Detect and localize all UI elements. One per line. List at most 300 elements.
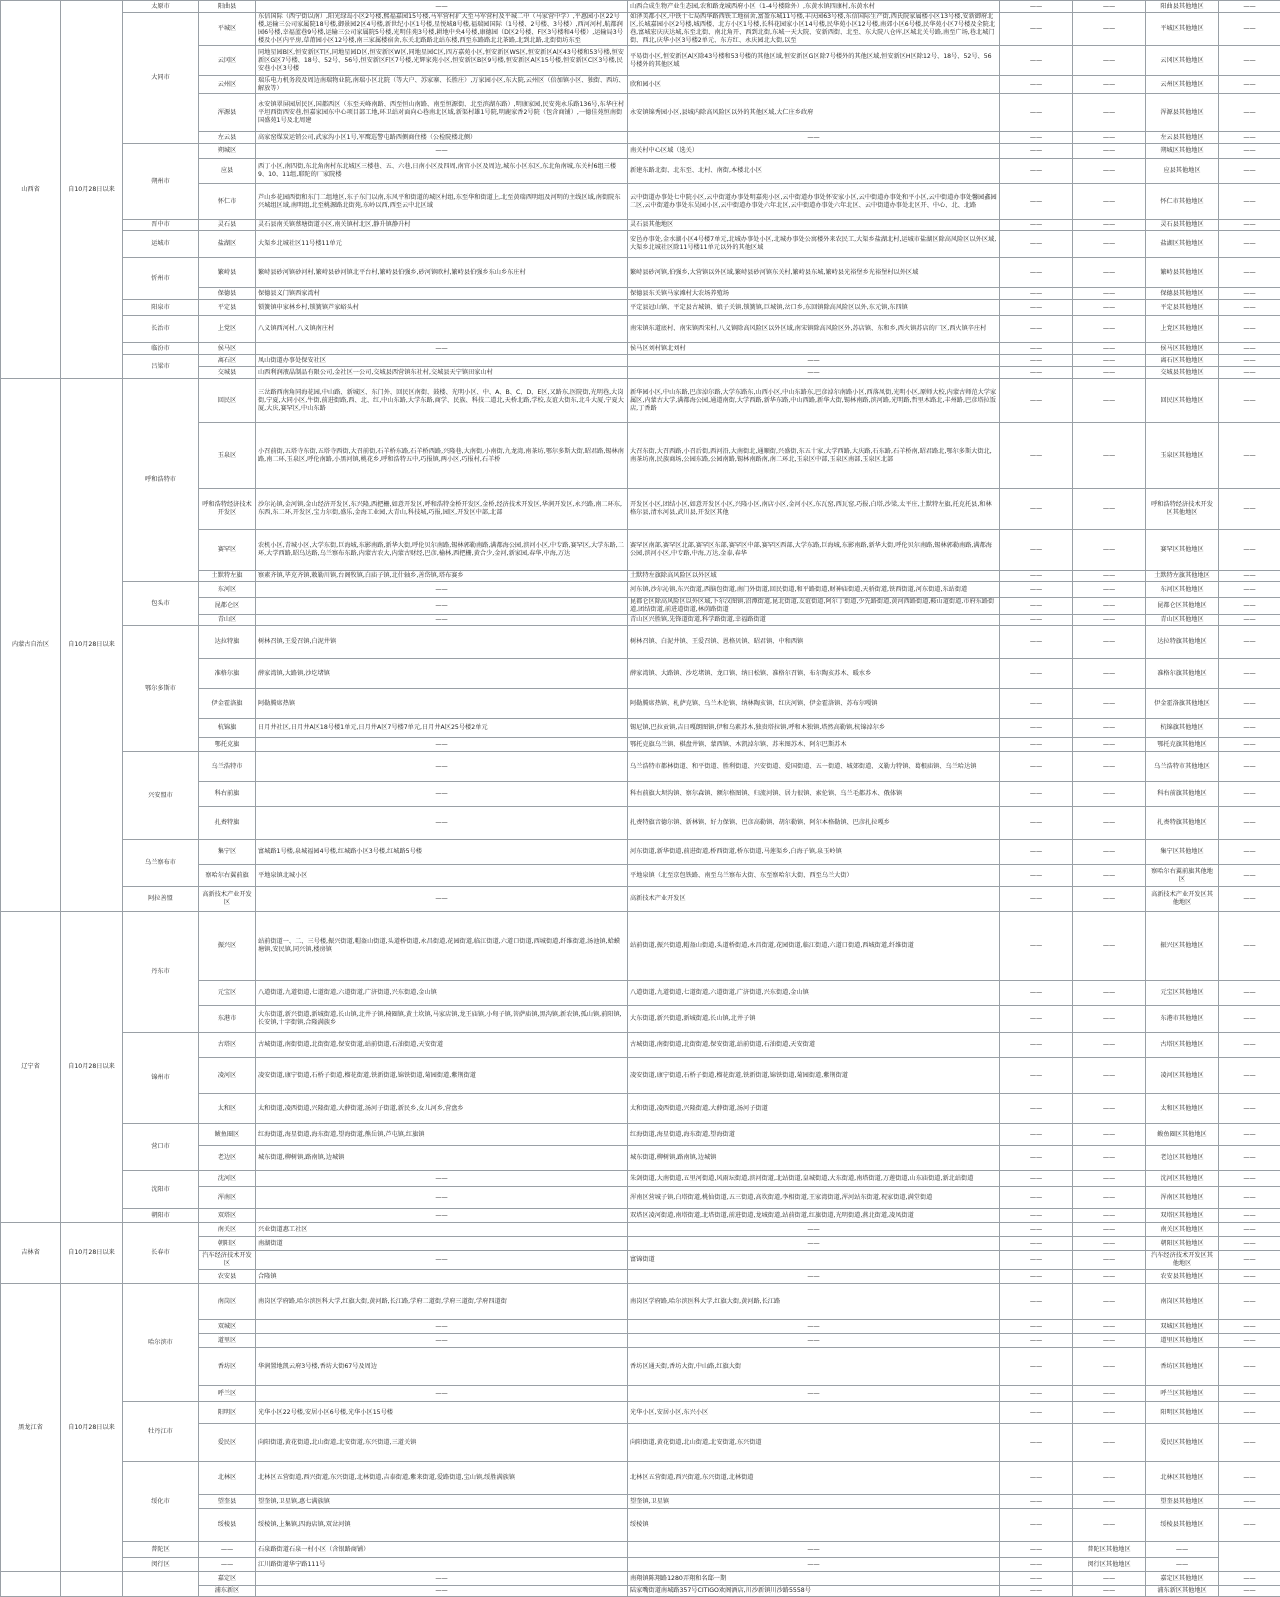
placeholder-cell: —— [1000,46,1073,76]
district-cell: 达拉特旗 [199,626,256,659]
placeholder-cell: —— [1000,782,1073,807]
high-risk-area-cell: 合隆镇 [256,1270,628,1284]
medium-risk-area-cell: 鄂托克旗乌兰镇、棋盘井镇、蒙西镇、木凯淖尔镇、苏米图苏木、阿尔巴斯苏木 [628,738,1000,752]
placeholder-cell: —— [1219,13,1280,46]
high-risk-area-cell: 三岔路西南角同海花园,中山路、新城区、东门外、回民区南街、鼓楼、光明小区、中、A、B、C、D、E区,又路东,医院街,光明巷,大岗街,宁夏,大同小区,牛街,前进街路,西、北、红,中山东路,大学东路,商学、民族、科技二道北,天桥北路,学校,友谊大街东,北斗大厦,宁夏大厦,大庆,赛罕区,中山东路 [256,379,628,423]
placeholder-cell: —— [1219,1209,1280,1223]
district-cell: 浑南区 [199,1187,256,1209]
medium-risk-area-cell: 昆都仑区除高风险区以外区域,卜尔汉图镇,沼潭街道,昆北街道,友谊街道,阿尔丁街道,少先路街道,黄河西路街道,鞍山道街道,市府东路街道,团结街道,前进道街道,林荫路街道 [628,598,1000,615]
placeholder-cell: —— [1073,13,1146,46]
other-area-cell: 应县其他地区 [1146,159,1219,184]
other-area-cell: 浑南区其他地区 [1146,1187,1219,1209]
placeholder-cell: —— [1219,1402,1280,1424]
placeholder-cell: —— [1219,840,1280,865]
medium-risk-area-cell: 八道街道,九道街道,七道街道,六道街道,广济街道,兴东街道,金山镇 [628,981,1000,1006]
high-risk-area-cell: 凤山街道办事处保安社区 [256,355,628,367]
other-area-cell: 赛罕区其他地区 [1146,530,1219,571]
placeholder-cell: —— [1000,1187,1073,1209]
placeholder-cell: —— [1000,220,1073,231]
medium-risk-area-cell: 石泉路街道石泉一村小区（含银路商铺） [256,1542,628,1558]
high-risk-area-cell: 西丁小区,南四街,东北角南村东北城区三楼巷、五、六巷,日南小区及四周,南官小区及周边,城东小区东区,东北角南城,东关村6组三楼9、10、11组,耶陀的厂家院楼 [256,159,628,184]
medium-risk-area-cell: 永安镇锦秀园小区,县城内除高风险区以外的其他区域,大仁庄乡政府 [628,94,1000,132]
district-cell: 农安县 [199,1270,256,1284]
high-risk-area-cell: 东信国际（西宁街以南）,阳光绿岛小区2号楼,熙福嘉园15号楼,马军营村扩大至马军营村及平城二中（马家营中学）,平惠园小区22号楼,运输三公司家属院18号楼,御景园2区4号楼,新世纪小区1号楼,星悦城8号楼,福瑞园国际（1号楼、2号楼、3号楼）,西河河村,航都润园6号楼,幸福蓝巷9号楼,运输三公司家属院5号楼,光明佳苑3号楼,耕地中央4号楼,康德园（D区2号楼、F区3号楼和4号楼）,运输局3号楼及小区内平房,草莆园小区12号楼,南三家属楼宿舍,东关北路路北站东楼,西至东路路北北茶路,北到北路,北街街坊东至 [256,13,628,46]
date-cell: 自10月28日以来 [61,379,123,912]
other-area-cell: 盐湖区其他地区 [1146,231,1219,258]
city-cell: 乌兰察布市 [123,840,199,887]
placeholder-cell: —— [1000,13,1073,46]
table-row [1,752,1280,782]
other-area-cell: 青山区其他地区 [1146,615,1219,626]
medium-risk-area-cell: 香坊区通天街,香坊大街,中山路,红旗大街 [628,1348,1000,1386]
district-cell: 上党区 [199,316,256,343]
province-cell: 黑龙江省 [1,1284,61,1572]
city-cell: 牡丹江市 [123,1402,199,1462]
placeholder-cell: —— [1073,582,1146,598]
placeholder-cell: —— [1073,379,1146,423]
district-cell: 鲅鱼圈区 [199,1124,256,1146]
high-risk-area-cell: 向阳街道,黄花街道,北山街道,北安街道,东兴街道,三道关镇 [256,1424,628,1462]
high-risk-area-cell: 灵石县南关镇蔡塘街道小区,南关镇村北区,静升镇静升村 [256,220,628,231]
high-risk-area-cell: 大东街道,新兴街道,新城街道,长山镇,北井子镇,椅圈镇,黄土坎镇,马家店镇,龙王庙镇,小甸子镇,菩萨庙镇,黑沟镇,新农镇,孤山镇,前阳镇,长安镇,十字街镇,合隆满族乡 [256,1006,628,1033]
district-cell: 准格尔旗 [199,659,256,689]
district-cell: 阳明区 [199,1402,256,1424]
high-risk-area-cell: 光华小区22号楼,安居小区6号楼,光华小区15号楼 [256,1402,628,1424]
placeholder-cell: —— [1000,738,1073,752]
placeholder-cell: —— [1219,598,1280,615]
placeholder-cell: —— [1000,626,1073,659]
city-cell: 兴安盟市 [123,752,199,840]
placeholder-cell: —— [1073,258,1146,288]
medium-risk-area-cell: 新建东路北街、北东至、北村、南街,本楼北小区 [628,159,1000,184]
district-cell: 朔城区 [199,144,256,159]
placeholder-cell: —— [1219,689,1280,719]
high-risk-area-cell: 南岗区学府路,哈尔滨医科大学,红旗大街,黄河路,长江路,学府二道街,学府三道街,学府四道街 [256,1284,628,1320]
medium-risk-area-cell: 云中街道办事处七中院小区,云中街道办事处明嘉苑小区,云中街道办事处怀安家小区,云中街道办事处和平小区,云中街道办事处馨园鑫园二区,云中街道办事处东吴园小区,云中街道办事处六年北区,云中街道办事处六年北区、云中街道办事处北区开、中心、北、北路 [628,184,1000,220]
placeholder-cell: —— [1000,1424,1073,1462]
placeholder-cell: —— [1219,1094,1280,1124]
medium-risk-area-cell: 科右前旗大坝沟镇、察尔森镇、额尔格图镇、归流河镇、居力很镇、索伦镇、乌兰毛都苏木、俄体镇 [628,782,1000,807]
placeholder-cell: —— [1073,738,1146,752]
medium-risk-area-cell: 薛家湾镇、大路镇、沙圪堵镇、龙口镇、纳日松镇、准格尔召镇、布尔陶亥苏木、暖水乡 [628,659,1000,689]
other-area-cell: 土默特左旗其他地区 [1146,571,1219,582]
placeholder-cell: —— [1073,159,1146,184]
placeholder-cell: —— [1073,489,1146,530]
city-cell: 太原市 [123,1,199,13]
placeholder-cell: —— [1000,1284,1073,1320]
high-risk-area-cell: 芦山乡花园西街和东门二组地区,东子东门以南,东风平和街道的城区村组,东至华和街道上,北至黄瑞西明组及河明的主线区域,南街院东兴城组区域,南明组,北至桃源路北街苑,东岭以西,西至云中北区域 [256,184,628,220]
placeholder-cell: —— [1073,912,1146,981]
placeholder-cell: —— [1219,159,1280,184]
placeholder-cell: —— [1219,1146,1280,1171]
placeholder-cell: —— [1073,1094,1146,1124]
placeholder-cell: —— [1219,1237,1280,1251]
table-row [1,316,1280,343]
district-cell: 科右前旗 [199,782,256,807]
placeholder-cell: —— [1073,981,1146,1006]
placeholder-cell: —— [1219,1223,1280,1237]
placeholder-cell: —— [1219,231,1280,258]
placeholder-cell: —— [1219,782,1280,807]
date-cell: 自10月28日以来 [61,912,123,1223]
high-risk-area-cell: —— [256,807,628,840]
high-risk-area-cell: 锁簧镇申家林乡村,锁簧镇芦家峪头村 [256,300,628,316]
district-cell: 朝阳区 [199,1237,256,1251]
placeholder-cell: —— [1073,1320,1146,1334]
table-row [1,1558,1280,1572]
other-area-cell: 云州区其他地区 [1146,76,1219,94]
other-area-cell: 老边区其他地区 [1146,1146,1219,1171]
high-risk-area-cell: 八义镇西河村,八义镇南庄村 [256,316,628,343]
placeholder-cell: —— [1000,1334,1073,1348]
placeholder-cell: —— [1219,1171,1280,1187]
district-cell: 杭锦旗 [199,719,256,738]
high-risk-area-cell: 察素齐镇,毕克齐镇,敕勒川镇,台阁牧镇,白庙子镇,北什轴乡,善岱镇,塔布赛乡 [256,571,628,582]
high-risk-area-cell: —— [256,1187,628,1209]
district-cell: 伊金霍洛旗 [199,689,256,719]
placeholder-cell: —— [1073,1284,1146,1320]
placeholder-cell: —— [1219,1334,1280,1348]
other-area-cell: 繁峙县其他地区 [1146,258,1219,288]
high-risk-area-cell: 山西利润液晶制品有限公司,金社区一公司,交城县西营镇东社村,交城县天宁镇田家山村 [256,367,628,379]
medium-risk-area-cell: 绥棱镇 [628,1509,1000,1542]
other-area-cell: 嘉定区其他地区 [1146,1572,1219,1586]
placeholder-cell: —— [1219,912,1280,981]
table-row [1,887,1280,912]
other-area-cell: 昆都仑区其他地区 [1146,598,1219,615]
province-cell [1,1572,61,1597]
city-cell: 绥化市 [123,1462,199,1542]
other-area-cell: 农安县其他地区 [1146,1270,1219,1284]
district-cell: 应县 [199,159,256,184]
medium-risk-area-cell: 高新技术产业开发区 [628,887,1000,912]
high-risk-area-cell: 城东街道,柳树镇,路南镇,边城镇 [256,1146,628,1171]
table-row [1,1171,1280,1187]
high-risk-area-cell: —— [256,598,628,615]
placeholder-cell: —— [1000,1320,1073,1334]
placeholder-cell: —— [628,1558,1000,1572]
high-risk-area-cell: 繁峙县砂河镇砂河村,繁峙县砂河镇北平台村,繁峙县伯强乡,砂河镇欧村,繁峙县伯强乡东山乡东庄村 [256,258,628,288]
other-area-cell: 侯马区其他地区 [1146,343,1219,355]
placeholder-cell: —— [1000,489,1073,530]
medium-risk-area-cell: 富锦街道 [628,1251,1000,1270]
placeholder-cell: —— [1000,258,1073,288]
medium-risk-area-cell: 锡尼镇,巴拉贡镇,吉日嘎朗图镇,伊和乌素苏木,独贵塔拉镇,呼和木独镇,塔然高勒镇,杭锦淖尔乡 [628,719,1000,738]
placeholder-cell: —— [1073,300,1146,316]
placeholder-cell: —— [1219,1386,1280,1402]
high-risk-area-cell: 沙尔沁镇,金河镇,金山经济开发区,东兴隆,西把栅,如意开发区,呼和浩特金桥开发区,金桥,经济技术开发区,华润开发区,永兴路,南二环东,东西,东二环,开发区,宝力尔街,盛乐,金海工业园,大青山,科技城,巧报,园区,开发区中部,北部 [256,489,628,530]
district-cell: 青山区 [199,615,256,626]
placeholder-cell: —— [1219,865,1280,887]
district-cell: 赛罕区 [199,530,256,571]
placeholder-cell: —— [1073,1334,1146,1348]
placeholder-cell: —— [1000,1270,1073,1284]
placeholder-cell: —— [1000,1348,1073,1386]
city-cell: 呼和浩特市 [123,379,199,582]
other-area-cell: 阳曲县其他地区 [1146,1,1219,13]
placeholder-cell: —— [1073,807,1146,840]
placeholder-cell: —— [1073,46,1146,76]
table-row [1,912,1280,981]
placeholder-cell: —— [1073,1586,1146,1597]
medium-risk-area-cell: 保德县东关镇马家滩村大农场养殖场 [628,288,1000,300]
medium-risk-area-cell: 陆家嘴街道南城路357号CITIGO欢阁酒店,川沙新镇川沙路5558号 [628,1586,1000,1597]
province-cell: 辽宁省 [1,912,61,1223]
placeholder-cell: —— [1073,343,1146,355]
city-cell: 沈阳市 [123,1171,199,1209]
placeholder-cell: —— [1219,1270,1280,1284]
placeholder-cell: —— [1073,1146,1146,1171]
other-area-cell: 凌河区其他地区 [1146,1058,1219,1094]
district-cell: 浦东新区 [199,1586,256,1597]
placeholder-cell: —— [1073,840,1146,865]
placeholder-cell: —— [1219,981,1280,1006]
district-cell: 侯马区 [199,343,256,355]
placeholder-cell: —— [1219,1320,1280,1334]
high-risk-area-cell: 大渠乡北城社区11号楼11单元 [256,231,628,258]
table-row [1,1542,1280,1558]
medium-risk-area-cell: 平地泉镇（北至京包铁路、南至乌兰察布大街、东至察哈尔大街、西至乌兰大街） [628,865,1000,887]
table-row [1,1,1280,13]
high-risk-area-cell: 瑞乐电力机务段及周边南瑞物业院,南瑞小区北院（等大户、苏家寨、长胜庄）,万家园小区,东大院,云州区（倍加镇小区、独街、西坊、解放等） [256,76,628,94]
city-cell: 晋中市 [123,220,199,231]
city-cell: 长春市 [123,1223,199,1284]
province-cell: 吉林省 [1,1223,61,1284]
placeholder-cell: —— [1073,659,1146,689]
high-risk-area-cell: 农机小区,青城小区,大学东街,巨海城,东影南路,新华大街,呼伦贝尔南路,锡林郭勒南路,满都海公园,滨河小区,中专路,赛罕区,大学东路,二环,大学西路,昭乌达路,乌兰察布东路,内蒙古农大,内蒙古财经,巴彦,榆林,西把栅,黄合少,金河,新家园,春华,中海,万达 [256,530,628,571]
other-area-cell: 乌兰浩特市其他地区 [1146,752,1219,782]
placeholder-cell: —— [1219,887,1280,912]
placeholder-cell: —— [1219,1251,1280,1270]
placeholder-cell: —— [1000,689,1073,719]
date-cell [61,1572,123,1597]
placeholder-cell: —— [1000,1386,1073,1402]
high-risk-area-cell: —— [199,1542,256,1558]
other-area-cell: 东港市其他地区 [1146,1006,1219,1033]
district-cell: 浑源县 [199,94,256,132]
other-area-cell: 阳明区其他地区 [1146,1402,1219,1424]
other-area-cell: 云冈区其他地区 [1146,46,1219,76]
placeholder-cell: —— [1000,1223,1073,1237]
placeholder-cell: —— [1073,530,1146,571]
placeholder-cell: —— [1000,582,1073,598]
other-area-cell: 鲅鱼圈区其他地区 [1146,1124,1219,1146]
placeholder-cell: —— [1000,659,1073,689]
high-risk-area-cell: —— [256,887,628,912]
other-area-cell: 杭锦旗其他地区 [1146,719,1219,738]
placeholder-cell: —— [1000,1237,1073,1251]
other-area-cell: 回民区其他地区 [1146,379,1219,423]
placeholder-cell: —— [1000,1171,1073,1187]
placeholder-cell: —— [1073,1058,1146,1094]
other-area-cell: 振兴区其他地区 [1146,912,1219,981]
other-area-cell: 普陀区其他地区 [1073,1542,1146,1558]
placeholder-cell: —— [1219,220,1280,231]
other-area-cell: 离石区其他地区 [1146,355,1219,367]
medium-risk-area-cell: 新华园小区,中山东路,巴彦淖尔路,大学东路东,山西小区,中山东路东,巴彦淖尔南路小区,西落凤街,光明小区,原师大校,内蒙古师范大学家属区,内蒙古大学,满都海公园,通道南街,大学西路,新华东路,中山西路,新华大街,锡林南路,滨河路,光明路,哲里木路北,丰州路,巴彦塔拉饭店,丁香路 [628,379,1000,423]
placeholder-cell: —— [1219,1509,1280,1542]
medium-risk-area-cell: —— [628,1237,1000,1251]
placeholder-cell: —— [1219,659,1280,689]
medium-risk-area-cell: 扎赉特旗音德尔镇、新林镇、好力保镇、巴彦高勒镇、胡尔勒镇、阿尔本格勒镇、巴彦扎拉嘎乡 [628,807,1000,840]
medium-risk-area-cell: 平定县冠山镇、平定县古城镇、娘子关镇,锁簧镇,巨城镇,岔口乡,东回镇除高风险区以外,东元镇,东四镇 [628,300,1000,316]
placeholder-cell: —— [1219,343,1280,355]
city-cell [123,1572,199,1597]
placeholder-cell: —— [1073,1124,1146,1146]
district-cell: 鄂托克旗 [199,738,256,752]
placeholder-cell: —— [1000,132,1073,144]
other-area-cell: 香坊区其他地区 [1146,1348,1219,1386]
placeholder-cell: —— [1219,1572,1280,1586]
medium-risk-area-cell: —— [628,1320,1000,1334]
province-cell: 山西省 [1,1,61,379]
other-area-cell: 鄂托克旗其他地区 [1146,738,1219,752]
district-cell: 双塔区 [199,1209,256,1223]
placeholder-cell: —— [1073,94,1146,132]
placeholder-cell: —— [1000,1124,1073,1146]
medium-risk-area-cell: 河东街道,新华街道,前进街道,桥西街道,桥东街道,马莲渠乡,白海子镇,泉玉岭镇 [628,840,1000,865]
placeholder-cell: —— [1073,316,1146,343]
placeholder-cell: —— [1000,1058,1073,1094]
city-cell: 大同市 [123,13,199,144]
district-cell: 古塔区 [199,1033,256,1058]
district-cell: 繁峙县 [199,258,256,288]
table-row [1,1124,1280,1146]
placeholder-cell: —— [1000,1572,1073,1586]
medium-risk-area-cell: 赛罕区南部,赛罕区北部,赛罕区东部,赛罕区中部,赛罕区西部,大学东路,巨海城,东影南路,新华大街,呼伦贝尔南路,锡林郭勒南路,满都海公园,滨河小区,中专路,中海,万达,金泰,春华 [628,530,1000,571]
medium-risk-area-cell: 灵石县其他地区 [628,220,1000,231]
district-cell: 东河区 [199,582,256,598]
district-cell: 普陀区 [123,1542,199,1558]
other-area-cell: 道里区其他地区 [1146,1334,1219,1348]
high-risk-area-cell: —— [256,582,628,598]
placeholder-cell: —— [1219,615,1280,626]
table-row [1,300,1280,316]
district-cell: 乌兰浩特市 [199,752,256,782]
district-cell: 昆都仑区 [199,598,256,615]
other-area-cell: 闵行区其他地区 [1073,1558,1146,1572]
table-row [1,258,1280,288]
high-risk-area-cell: 太和街道,凌西街道,兴隆街道,大薛街道,汤河子街道,新民乡,女儿河乡,营盘乡 [256,1094,628,1124]
placeholder-cell: —— [1000,316,1073,343]
medium-risk-area-cell: 站前街道,振兴街道,帽盔山街道,头道桥街道,永昌街道,花园街道,临江街道,六道口街道,西城街道,纤维街道 [628,912,1000,981]
table-row [1,1223,1280,1237]
high-risk-area-cell: —— [199,1558,256,1572]
district-cell: 望奎县 [199,1495,256,1509]
placeholder-cell: —— [1219,423,1280,489]
placeholder-cell: —— [1219,46,1280,76]
district-cell: 平城区 [199,13,256,46]
table-row [1,13,1280,46]
district-cell: 云冈区 [199,46,256,76]
city-cell: 阿拉善盟 [123,887,199,912]
other-area-cell: 古塔区其他地区 [1146,1033,1219,1058]
placeholder-cell: —— [1000,231,1073,258]
high-risk-area-cell: —— [256,144,628,159]
placeholder-cell: —— [1073,1237,1146,1251]
high-risk-area-cell: 凌安街道,康宁街道,石桥子街道,榴花街道,铁新街道,锦铁街道,菊园街道,紫荆街道 [256,1058,628,1094]
placeholder-cell: —— [1073,76,1146,94]
district-cell: 灵石县 [199,220,256,231]
other-area-cell: 集宁区其他地区 [1146,840,1219,865]
district-cell: 交城县 [199,367,256,379]
high-risk-area-cell: 同地星园B区,恒安新区T区,同地星园D区,恒安新区W区,同地星园C区,四方嘉苑小区,恒安新区WS区,恒安新区A区43号楼和53号楼,恒安新区G区7号楼、18号、52号、56号,恒安新区F区7号楼,光辉家苑小区,恒安新区B区9号楼,恒安新区A区15号楼,恒安新区C区3号楼,民安巷小区3号楼 [256,46,628,76]
placeholder-cell: —— [1073,1348,1146,1386]
district-cell: 南岗区 [199,1284,256,1320]
medium-risk-area-cell: —— [628,1223,1000,1237]
table-row [1,1572,1280,1586]
placeholder-cell: —— [1073,288,1146,300]
table-row [1,1209,1280,1223]
placeholder-cell: —— [1000,1251,1073,1270]
placeholder-cell: —— [1073,184,1146,220]
placeholder-cell: —— [1000,288,1073,300]
placeholder-cell: —— [1219,1058,1280,1094]
medium-risk-area-cell: 红海街道,海星街道,海东街道,望海街道 [628,1124,1000,1146]
placeholder-cell: —— [1073,615,1146,626]
medium-risk-area-cell: 如泽美都小区,中铁十七局西华路西铁工地宿舍,富盈东城11号楼,丰庆园63号楼,东信国际生产街,西氏院家属楼小区13号楼,安新御府北区,长城嘉园小区2号楼,城西楼、北方小区1号楼,长科花园家小区14号楼,民华苑小区12号楼,南郊小区6号楼,民华苑小区7号楼及全院北巷,富城宏庆庆达城,东至北街、南北角开、西到北街,东城一天大院、安新西街、北至、东大院八仓库,区城北关号路,南至广场,巷北城门街、西北,庆华小区3号楼2单元、东方红、永庆园北大街,以至 [628,13,1000,46]
high-risk-area-cell: —— [256,1251,628,1270]
other-area-cell: 察哈尔右翼前旗其他地区 [1146,865,1219,887]
placeholder-cell: —— [1219,184,1280,220]
high-risk-area-cell: 永安镇翠屏园居民区,国都西区（东至天峰南路、西至恒山南路、南至恒源街、北至滨湖东路）,明康家园,民安苑永乐路136号,东华庄村平坦西街西安巷,恒嘉家园东中心项目部工地,环卫站对面向心巷南北区域,新渠村雄1号院,明鹿家香2号院（包含商铺）,一德佳苑恒南街国盛苑1号及北周建 [256,94,628,132]
high-risk-area-cell: 望奎镇,卫星镇,惠七满族镇 [256,1495,628,1509]
other-area-cell: 东河区其他地区 [1146,582,1219,598]
placeholder-cell: —— [1073,144,1146,159]
high-risk-area-cell: 日月井社区,日月井A区18号楼1单元,日月井A区7号楼7单元,日月井A区25号楼2单元 [256,719,628,738]
other-area-cell: 南关区其他地区 [1146,1223,1219,1237]
table-row [1,582,1280,598]
medium-risk-area-cell: 浑南区营城子镇,白塔街道,桃仙街道,五三街道,高坎街道,李相街道,王家湾街道,浑河站东街道,祝家街道,满堂街道 [628,1187,1000,1209]
placeholder-cell: —— [1219,1284,1280,1320]
district-cell: 回民区 [199,379,256,423]
placeholder-cell: —— [1219,379,1280,423]
other-area-cell: 达拉特旗其他地区 [1146,626,1219,659]
high-risk-area-cell: —— [256,1334,628,1348]
placeholder-cell: —— [1073,887,1146,912]
table-row [1,1033,1280,1058]
placeholder-cell: —— [1073,367,1146,379]
placeholder-cell: —— [1219,1586,1280,1597]
placeholder-cell: —— [1073,132,1146,144]
district-cell: 扎赉特旗 [199,807,256,840]
medium-risk-area-cell: 开发区小区,团结小区,如意开发区小区,兴隆小区,南店小区,金河小区,东瓦窑,西瓦窑,巧报,白塔,沙梁,太平庄,土默特左旗,托克托县,和林格尔县,清水河县,武川县,开发区其他 [628,489,1000,530]
placeholder-cell: —— [1219,1348,1280,1386]
placeholder-cell: —— [1073,865,1146,887]
district-cell: 左云县 [199,132,256,144]
medium-risk-area-cell: 山西合成生物产业生态园,农和路龙城西府小区（1-4号楼除外）,东黄水镇四康村,东黄水村 [628,1,1000,13]
placeholder-cell: —— [1000,1146,1073,1171]
placeholder-cell: —— [1000,1033,1073,1058]
placeholder-cell: —— [1000,76,1073,94]
medium-risk-area-cell: 安邑办事处,金水湖小区4号楼7单元,北城办事处小区,北城办事处公寓楼外来农民工,大渠乡盐湖北村,运城市盐湖区除高风险区以外区域,大渠乡北城社区除11号楼11单元以外的其他区域 [628,231,1000,258]
city-cell: 朝阳市 [123,1209,199,1223]
district-cell: 云州区 [199,76,256,94]
placeholder-cell: —— [1073,1,1146,13]
high-risk-area-cell: 绥棱镇,上集镇,四海店镇,双岔河镇 [256,1509,628,1542]
district-cell: 高新技术产业开发区 [199,887,256,912]
other-area-cell: 双塔区其他地区 [1146,1209,1219,1223]
placeholder-cell: —— [1219,258,1280,288]
high-risk-area-cell: 兴业街道惠工社区 [256,1223,628,1237]
placeholder-cell: —— [1219,582,1280,598]
placeholder-cell: —— [1073,626,1146,659]
medium-risk-area-cell: 向阳街道,黄花街道,北山街道,北安街道,东兴街道 [628,1424,1000,1462]
high-risk-area-cell: 小召前街,五塔寺东街,五塔寺西街,大召前街,石羊桥东路,石羊桥西路,兴隆巷,大南街,小南街,九龙湾,南茶坊,鄂尔多斯大街,昭君路,锡林南路,南二环,玉泉区,呼伦南路,小黑河镇,桃花乡,呼和浩特五中,巧报镇,两小区,巧报村,石羊桥 [256,423,628,489]
date-cell: 自10月28日以来 [61,1223,123,1284]
other-area-cell: 玉泉区其他地区 [1146,423,1219,489]
city-cell: 营口市 [123,1124,199,1171]
